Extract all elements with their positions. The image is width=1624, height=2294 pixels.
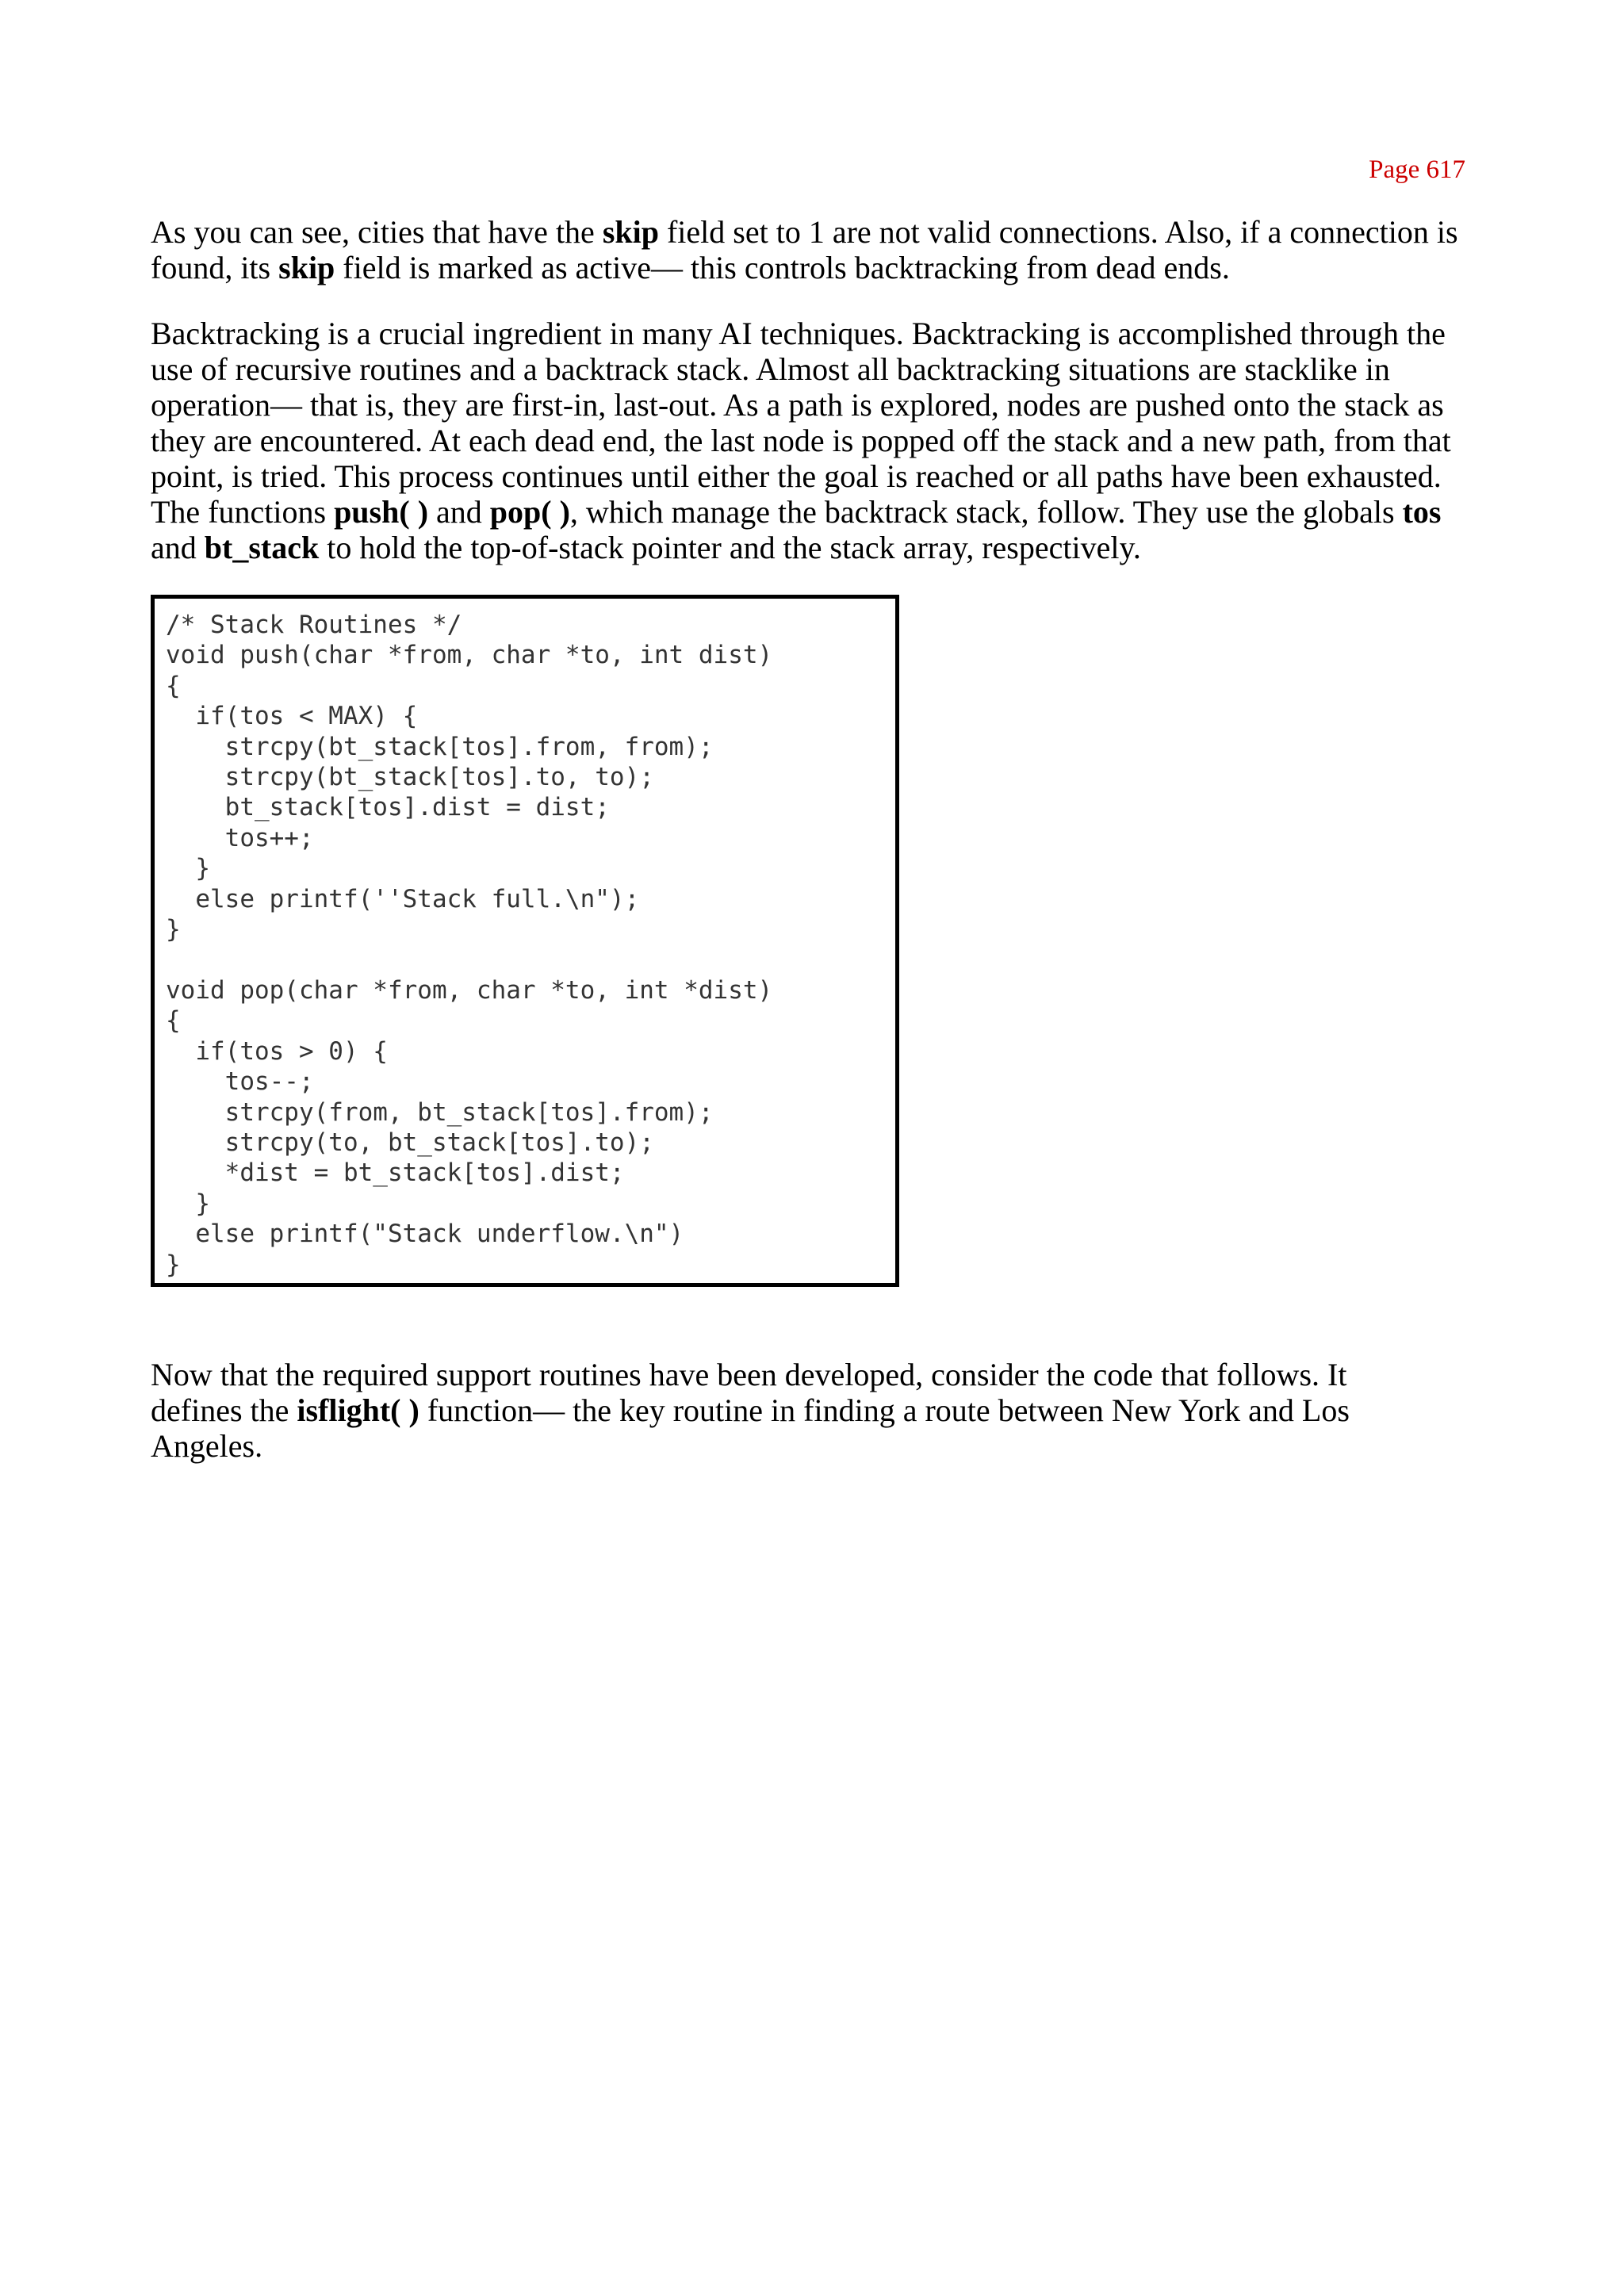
text: to hold the top-of-stack pointer and the stack array, respectively.: [319, 530, 1141, 565]
paragraph-isflight: [151, 1357, 1435, 1464]
text: Backtracking is a crucial ingredient in many AI techniques. Backtracking is accomplished through the use of recursive routines and a backtrack stack. Almost all backtracking situations are stacklike in operation— that is, they are first-in, last-out. As a path is explored, nodes are pushed onto the stack as they are encountered. At each dead end, the last node is popped off the stack and a new path, from that point, is tried. This process continues until either the goal is reached or all paths have been exhausted. The functions: [151, 316, 1451, 530]
text: field is marked as active— this controls backtracking from dead ends.: [335, 250, 1230, 285]
paragraph-backtracking: [151, 316, 1483, 565]
text: and: [428, 494, 490, 530]
code-listing: /* Stack Routines */ void push(char *from, char *to, int dist) { if(tos < MAX) { strcpy(bt_stack[tos].from, from); strcpy(bt_stack[tos].to, to); bt_stack[tos].dist = dist; tos++; } else printf(''Stack full.\n"); } void pop(char *from, char *to, int *dist) { if(tos > 0) { tos--; strcpy(from, bt_stack[tos].from); strcpy(to, bt_stack[tos].to); *dist = bt_stack[tos].dist; } else printf("Stack underflow.\n") }: [166, 611, 773, 1279]
keyword-bt-stack: bt_stack: [204, 530, 320, 565]
code-listing-box: [151, 595, 899, 1287]
paragraph-skip-field: [151, 214, 1483, 285]
keyword-isflight: isflight( ): [297, 1392, 419, 1428]
text: , which manage the backtrack stack, follow. They use the globals: [569, 494, 1403, 530]
keyword-tos: tos: [1402, 494, 1442, 530]
text: As you can see, cities that have the: [151, 214, 603, 250]
keyword-skip: skip: [278, 250, 335, 285]
page-number: Page 617: [1369, 155, 1465, 184]
text: function— the key routine in finding a route between New York and Los Angeles.: [151, 1392, 1350, 1464]
text: Now that the required support routines have been developed, consider the code that follows. It defines the: [151, 1357, 1347, 1428]
text: field set to 1 are not valid connections. Also, if a connection is found, its: [151, 214, 1458, 285]
keyword-skip: skip: [602, 214, 659, 250]
keyword-pop: pop( ): [489, 494, 570, 530]
text: and: [151, 530, 205, 565]
keyword-push: push( ): [334, 494, 429, 530]
